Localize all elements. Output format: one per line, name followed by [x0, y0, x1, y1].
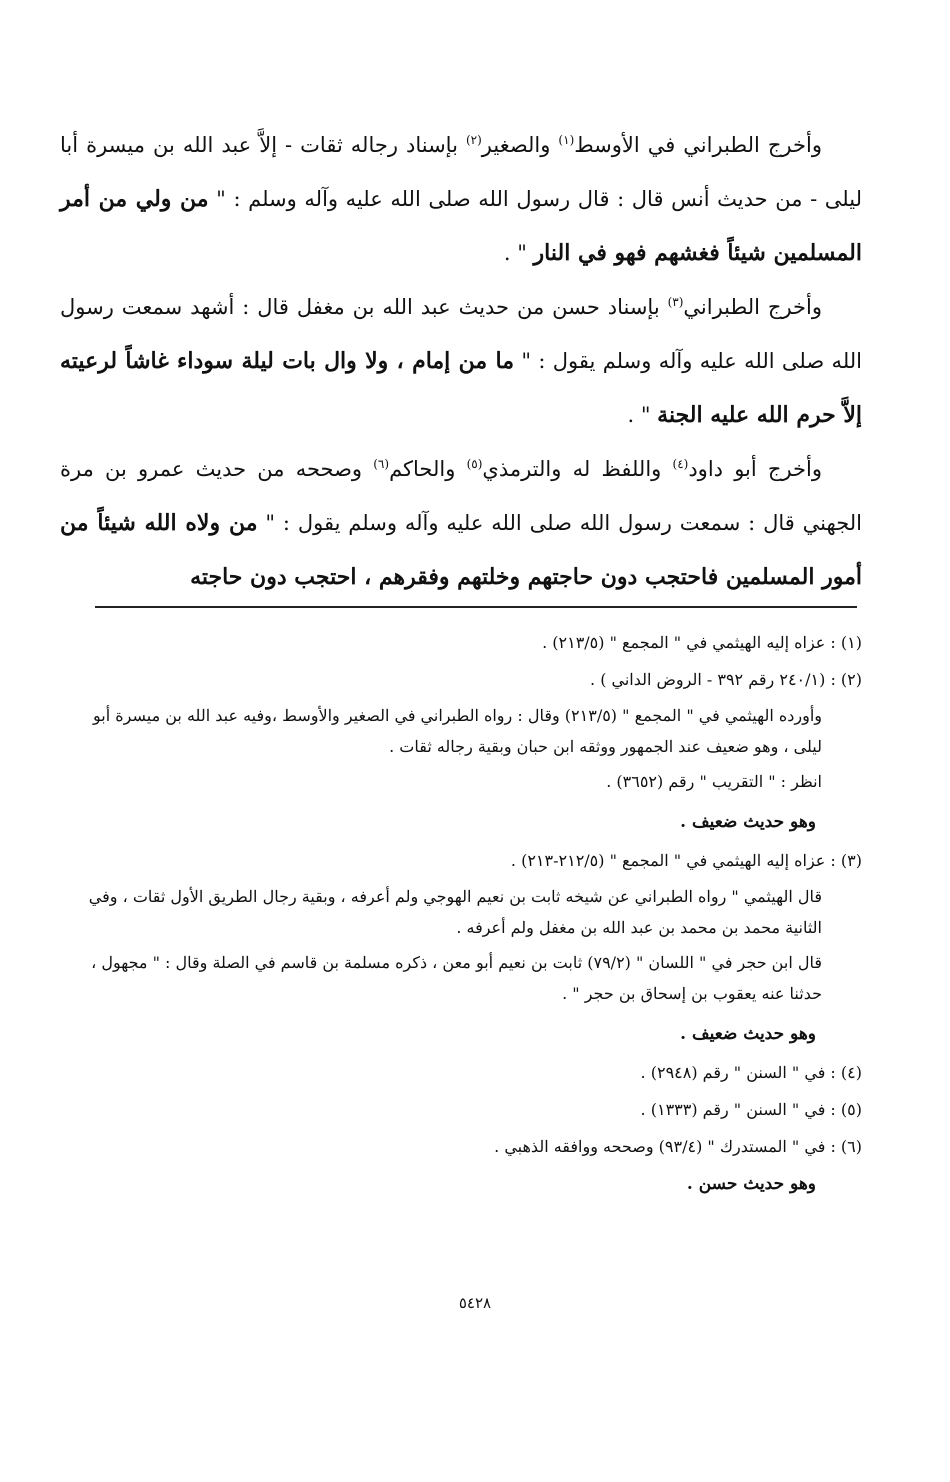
text-run: والحاكم	[389, 457, 467, 481]
footnote-5: (٥) : في " السنن " رقم (١٣٣٣) .	[640, 1100, 862, 1119]
footnote-6: (٦) : في " المستدرك " (٩٣/٤) وصححه ووافقه الذهبي .	[494, 1137, 862, 1156]
footnote-ref: (٣)	[667, 295, 684, 309]
footnote-6-verdict: وهو حديث حسن .	[686, 1174, 816, 1194]
footnotes	[60, 624, 862, 1204]
footnote-2-verdict: وهو حديث ضعيف .	[680, 812, 816, 832]
page-number: ٥٤٢٨	[458, 1294, 492, 1312]
paragraph-1	[60, 118, 862, 280]
footnote-3-detail: قال الهيثمي " رواه الطبراني عن شيخه ثابت بن نعيم الهوجي ولم أعرفه ، وبقية رجال الطريق الأول ثقات ، وفي الثانية محمد بن محمد بن عبد الله بن مغفل ولم أعرفه .	[88, 887, 822, 937]
footnote-3-verdict: وهو حديث ضعيف .	[680, 1024, 816, 1044]
text-run: وصححه من حديث عمرو بن مرة الجهني قال : سمعت رسول الله صلى الله عليه وآله وسلم يقول : "	[60, 457, 862, 535]
text-run: واللفظ له والترمذي	[482, 457, 673, 481]
footnote-ref: (٤)	[672, 457, 689, 471]
footnote-4: (٤) : في " السنن " رقم (٢٩٤٨) .	[640, 1063, 862, 1082]
footnote-1: (١) : عزاه إليه الهيثمي في " المجمع " (٢١٣/٥) .	[542, 633, 862, 652]
paragraph-2	[60, 280, 862, 442]
text-run: وأخرج الطبراني في الأوسط	[574, 133, 822, 157]
footnote-2: (٢) : (٢٤٠/١ رقم ٣٩٢ - الروض الداني ) .	[590, 670, 862, 689]
text-run: بإسناد حسن من حديث عبد الله بن مغفل قال : أشهد سمعت رسول الله صلى الله عليه وآله وسلم يقول : "	[60, 295, 863, 373]
footnote-2-detail: وأورده الهيثمي في " المجمع " (٢١٣/٥) وقال : رواه الطبراني في الصغير والأوسط ،وفيه عبد الله بن ميسرة أبو ليلى ، وهو ضعيف عند الجمهور ووثقه ابن حبان وبقية رجاله ثقات .	[93, 706, 822, 756]
text-run: " .	[503, 241, 534, 265]
main-text	[60, 118, 862, 604]
hadith-text: من ولي من أمر المسلمين شيئاً فغشهم فهو في النار	[60, 186, 862, 266]
text-run: وأخرج الطبراني	[683, 295, 822, 319]
footnote-ref: (٢)	[465, 133, 482, 147]
paragraph-3	[60, 442, 862, 604]
footnote-3: (٣) : عزاه إليه الهيثمي في " المجمع " (٢١٢/٥-٢١٣) .	[510, 851, 862, 870]
footnote-ref: (١)	[558, 133, 575, 147]
text-run: " .	[627, 403, 658, 427]
text-run: والصغير	[481, 133, 559, 157]
footnote-2-reference: انظر : " التقريب " رقم (٣٦٥٢) .	[606, 772, 822, 791]
footnote-3-reference: قال ابن حجر في " اللسان " (٧٩/٢) ثابت بن نعيم أبو معن ، ذكره مسلمة بن قاسم في الصلة وقال : " مجهول ، حدثنا عنه يعقوب بن إسحاق بن حجر " .	[91, 953, 822, 1003]
hadith-text: من ولاه الله شيئاً من أمور المسلمين فاحتجب دون حاجتهم وخلتهم وفقرهم ، احتجب دون حاجته	[60, 510, 862, 590]
footnote-ref: (٥)	[466, 457, 483, 471]
text-run: وأخرج أبو داود	[688, 457, 823, 481]
footnote-ref: (٦)	[373, 457, 390, 471]
footnote-divider	[95, 606, 857, 608]
text-run: بإسناد رجاله ثقات - إلاَّ عبد الله بن ميسرة أبا ليلى - من حديث أنس قال : قال رسول الله صلى الله عليه وآله وسلم : "	[60, 133, 862, 211]
hadith-text: ما من إمام ، ولا وال بات ليلة سوداء غاشاً لرعيته إلاَّ حرم الله عليه الجنة	[60, 348, 862, 428]
